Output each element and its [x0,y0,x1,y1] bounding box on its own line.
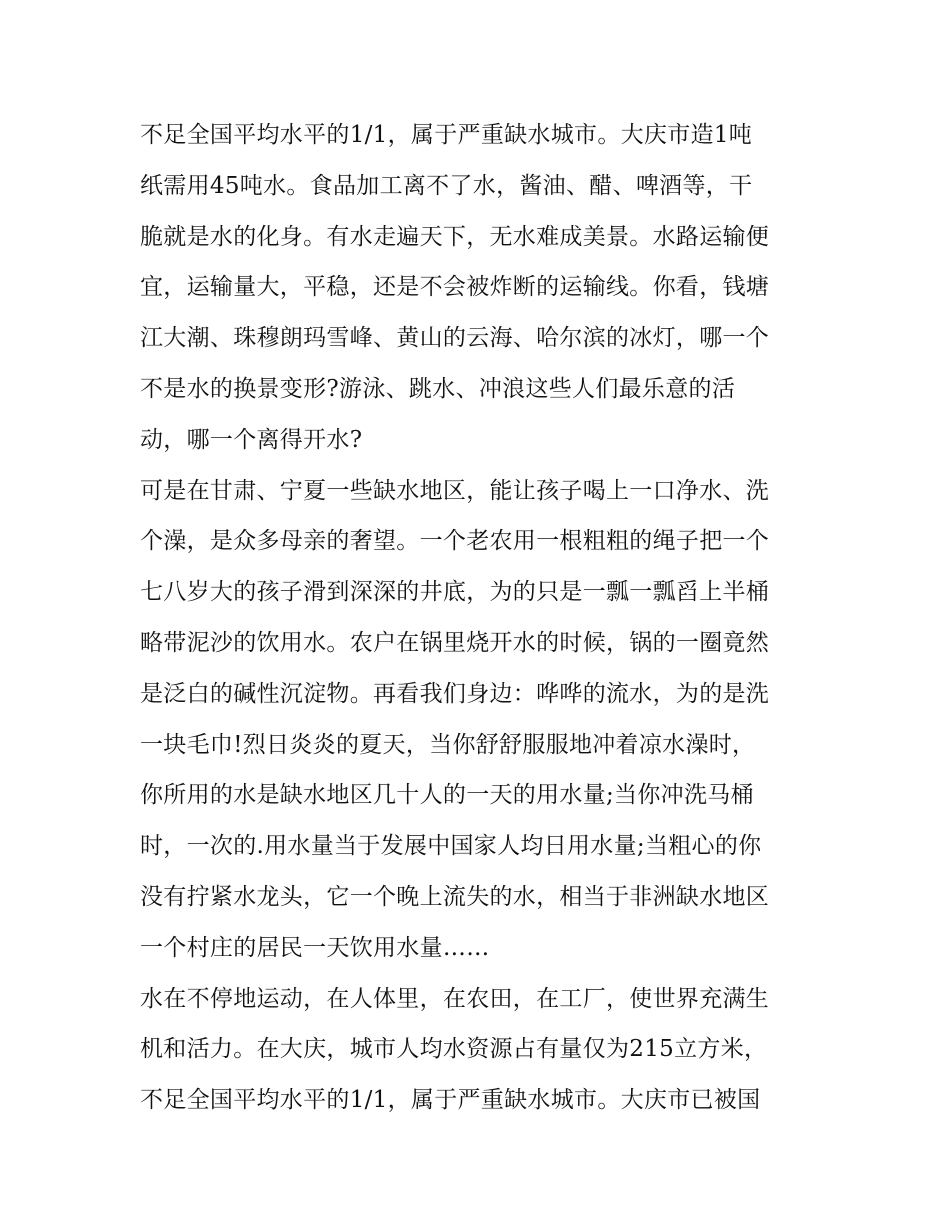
text-line: 宜，运输量大，平稳，还是不会被炸断的运输线。你看，钱塘 [140,274,770,301]
text-line: 纸需用45吨水。食品加工离不了水，酱油、醋、啤酒等，干 [140,172,753,199]
text-line: 时，一次的.用水量当于发展中国家人均日用水量;当粗心的你 [140,833,762,860]
body-text [140,110,830,1126]
text-line: 是泛白的碱性沉淀物。再看我们身边：哗哗的流水，为的是洗 [140,680,770,707]
text-line: 你所用的水是缺水地区几十人的一天的用水量;当你冲洗马桶 [140,782,754,809]
text-line: 不足全国平均水平的1/1，属于严重缺水城市。大庆市造1吨 [140,122,753,148]
text-line: 一块毛巾!烈日炎炎的夏天，当你舒舒服服地冲着凉水澡时， [140,731,756,758]
text-line: 不是水的换景变形?游泳、跳水、冲浪这些人们最乐意的活 [140,375,736,402]
text-line: 机和活力。在大庆，城市人均水资源占有量仅为215立方米， [140,1036,768,1063]
text-line: 七八岁大的孩子滑到深深的井底，为的只是一瓢一瓢舀上半桶 [140,579,770,606]
text-line: 个澡，是众多母亲的奢望。一个老农用一根粗粗的绳子把一个 [140,528,770,555]
text-line: 不足全国平均水平的1/1，属于严重缺水城市。大庆市已被国 [140,1087,761,1114]
text-line: 江大潮、珠穆朗玛雪峰、黄山的云海、哈尔滨的冰灯，哪一个 [140,325,770,352]
text-line: 动，哪一个离得开水? [140,426,363,453]
text-line: 一个村庄的居民一天饮用水量…… [140,934,490,961]
text-line: 略带泥沙的饮用水。农户在锅里烧开水的时候，锅的一圈竟然 [140,629,770,656]
text-line: 没有拧紧水龙头，它一个晚上流失的水，相当于非洲缺水地区 [140,883,770,910]
text-line: 水在不停地运动，在人体里，在农田，在工厂，使世界充满生 [140,985,770,1012]
text-line: 脆就是水的化身。有水走遍天下，无水难成美景。水路运输便 [140,223,770,250]
text-line: 可是在甘肃、宁夏一些缺水地区，能让孩子喝上一口净水、洗 [140,477,770,504]
